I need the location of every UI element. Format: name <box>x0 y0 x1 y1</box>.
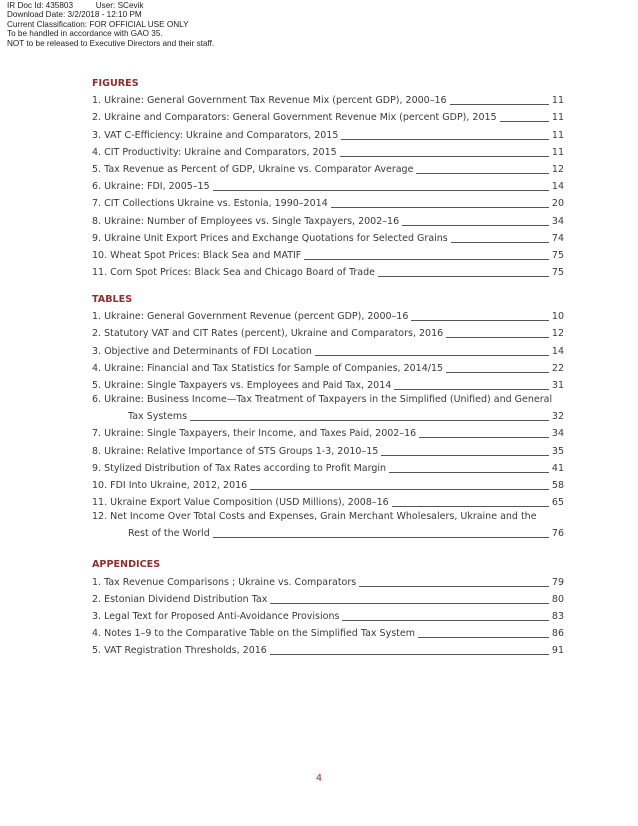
toc-entry-title: 9. Stylized Distribution of Tax Rates according to Profit Margin <box>92 462 387 474</box>
toc-entry-title: 2. Estonian Dividend Distribution Tax <box>92 593 268 605</box>
toc-entry-title: 5. Tax Revenue as Percent of GDP, Ukraine vs. Comparator Average <box>92 163 414 175</box>
toc-entry-title: 2. Ukraine and Comparators: General Government Revenue Mix (percent GDP), 2015 <box>92 112 497 124</box>
leader-line <box>213 537 549 538</box>
toc-entry-title: 4. CIT Productivity: Ukraine and Comparators, 2015 <box>92 146 337 158</box>
header-release-line: NOT to be released to Executive Directors and their staff. <box>7 38 215 48</box>
tables-heading: TABLES <box>92 294 133 306</box>
leader-line <box>416 173 548 174</box>
figures-list <box>92 91 564 280</box>
toc-entry-page: 79 <box>551 576 564 588</box>
leader-line <box>418 637 549 638</box>
toc-entry-page: 58 <box>551 479 564 491</box>
toc-entry-title: 1. Tax Revenue Comparisons ; Ukraine vs. Comparators <box>92 576 357 588</box>
toc-entry <box>92 229 564 246</box>
toc-entry-continuation <box>92 524 564 541</box>
toc-entry-page: 11 <box>551 129 564 141</box>
leader-line <box>340 156 549 157</box>
toc-entry-title: 10. FDI Into Ukraine, 2012, 2016 <box>92 479 248 491</box>
toc-entry-page: 22 <box>551 362 564 374</box>
toc-entry <box>92 177 564 194</box>
toc-entry-page: 74 <box>551 232 564 244</box>
toc-entry <box>92 160 564 177</box>
leader-line <box>450 104 549 105</box>
header-doc-id-line: IR Doc Id: 435803 User: SCevik <box>7 1 144 10</box>
leader-line <box>381 455 549 456</box>
toc-entry <box>92 572 564 589</box>
leader-line <box>389 472 549 473</box>
toc-entry-title: 2. Statutory VAT and CIT Rates (percent), Ukraine and Comparators, 2016 <box>92 328 444 340</box>
toc-entry-page: 11 <box>551 95 564 107</box>
toc-entry-page: 31 <box>551 380 564 391</box>
toc-entry-title-cont: Tax Systems <box>128 411 188 423</box>
toc-entry-title: 12. Net Income Over Total Costs and Expenses, Grain Merchant Wholesalers, Ukraine and the <box>92 511 537 523</box>
toc-entry <box>92 143 564 160</box>
leader-line <box>304 259 549 260</box>
toc-entry <box>92 125 564 142</box>
toc-entry-page: 75 <box>551 267 564 279</box>
tables-list <box>92 307 564 541</box>
leader-line <box>402 225 549 226</box>
toc-entry-page: 20 <box>551 198 564 210</box>
toc-entry <box>92 194 564 211</box>
toc-entry <box>92 324 564 341</box>
toc-entry-title: 5. VAT Registration Thresholds, 2016 <box>92 645 267 657</box>
toc-entry-title: 6. Ukraine: FDI, 2005–15 <box>92 181 210 193</box>
header-handling-line: To be handled in accordance with GAO 35. <box>7 29 163 39</box>
leader-line <box>446 372 549 373</box>
header-download-date-line: Download Date: 3/2/2018 - 12:10 PM <box>7 10 142 20</box>
page-number: 4 <box>315 773 323 784</box>
toc-entry-title: 5. Ukraine: Single Taxpayers vs. Employees and Paid Tax, 2014 <box>92 380 392 391</box>
toc-entry <box>92 211 564 228</box>
toc-entry-title-cont: Rest of the World <box>128 528 210 540</box>
toc-entry-title: 1. Ukraine: General Government Tax Revenue Mix (percent GDP), 2000–16 <box>92 95 447 107</box>
toc-entry-title: 1. Ukraine: General Government Revenue (percent GDP), 2000–16 <box>92 311 409 323</box>
toc-entry-continuation <box>92 407 564 424</box>
leader-line <box>250 489 549 490</box>
toc-entry-page: 75 <box>551 249 564 261</box>
toc-entry <box>92 476 564 493</box>
toc-entry-page: 86 <box>551 628 564 640</box>
appendices-list <box>92 572 564 658</box>
leader-line <box>342 620 548 621</box>
leader-line <box>190 420 549 421</box>
toc-entry-title: 7. CIT Collections Ukraine vs. Estonia, 1990–2014 <box>92 198 328 210</box>
toc-entry <box>92 263 564 280</box>
toc-entry-page: 14 <box>551 181 564 193</box>
toc-entry-title: 4. Ukraine: Financial and Tax Statistics for Sample of Companies, 2014/15 <box>92 362 444 374</box>
leader-line <box>331 207 549 208</box>
toc-entry-page: 14 <box>551 345 564 357</box>
leader-line <box>378 276 549 277</box>
toc-entry <box>92 424 564 441</box>
toc-entry-title: 8. Ukraine: Number of Employees vs. Single Taxpayers, 2002–16 <box>92 215 400 227</box>
appendices-heading: APPENDICES <box>92 559 161 571</box>
toc-entry-title: 11. Ukraine Export Value Composition (USD Millions), 2008–16 <box>92 497 389 509</box>
toc-entry-title: 10. Wheat Spot Prices: Black Sea and MATIF <box>92 249 302 261</box>
toc-entry-page: 41 <box>551 462 564 474</box>
leader-line <box>392 506 549 507</box>
classification-header <box>7 1 214 48</box>
leader-line <box>451 242 549 243</box>
toc-entry-page: 83 <box>551 610 564 622</box>
toc-entry <box>92 307 564 324</box>
toc-entry <box>92 341 564 358</box>
toc-entry-page: 34 <box>551 428 564 440</box>
toc-entry-page: 35 <box>551 445 564 457</box>
toc-entry-page: 12 <box>551 328 564 340</box>
leader-line <box>500 121 549 122</box>
toc-entry-page: 80 <box>551 593 564 605</box>
toc-entry <box>92 91 564 108</box>
toc-entry <box>92 590 564 607</box>
leader-line <box>213 190 549 191</box>
toc-entry <box>92 108 564 125</box>
figures-heading: FIGURES <box>92 78 139 89</box>
toc-entry-page: 76 <box>551 528 564 540</box>
leader-line <box>315 355 549 356</box>
toc-entry-title: 6. Ukraine: Business Income—Tax Treatment of Taxpayers in the Simplified (Unified) and General <box>92 394 553 405</box>
toc-entry-title: 7. Ukraine: Single Taxpayers, their Income, and Taxes Paid, 2002–16 <box>92 428 417 440</box>
toc-entry <box>92 246 564 263</box>
toc-entry <box>92 459 564 476</box>
leader-line <box>270 654 549 655</box>
toc-entry <box>92 376 564 393</box>
toc-entry-page: 91 <box>551 645 564 657</box>
toc-entry <box>92 607 564 624</box>
leader-line <box>419 437 549 438</box>
toc-entry-page: 11 <box>551 146 564 158</box>
toc-entry-page: 12 <box>551 163 564 175</box>
toc-entry-title: 11. Corn Spot Prices: Black Sea and Chicago Board of Trade <box>92 267 375 279</box>
toc-entry <box>92 641 564 658</box>
toc-entry <box>92 393 564 407</box>
toc-entry-title: 8. Ukraine: Relative Importance of STS Groups 1-3, 2010–15 <box>92 445 379 457</box>
leader-line <box>446 337 549 338</box>
toc-entry <box>92 510 564 524</box>
toc-entry-title: 3. Objective and Determinants of FDI Location <box>92 345 312 357</box>
toc-entry-page: 11 <box>551 112 564 124</box>
leader-line <box>341 139 549 140</box>
leader-line <box>359 586 549 587</box>
toc-entry-title: 3. Legal Text for Proposed Anti-Avoidance Provisions <box>92 610 340 622</box>
header-classification-line: Current Classification: FOR OFFICIAL USE ONLY <box>7 19 189 29</box>
toc-entry <box>92 359 564 376</box>
toc-entry-title: 3. VAT C-Efficiency: Ukraine and Comparators, 2015 <box>92 129 339 141</box>
toc-entry-title: 9. Ukraine Unit Export Prices and Exchange Quotations for Selected Grains <box>92 232 448 244</box>
toc-entry <box>92 493 564 510</box>
leader-line <box>270 603 549 604</box>
table-of-contents <box>92 76 564 658</box>
toc-entry-page: 65 <box>551 497 564 509</box>
toc-entry-page: 34 <box>551 215 564 227</box>
leader-line <box>411 320 549 321</box>
toc-entry <box>92 624 564 641</box>
leader-line <box>394 389 549 390</box>
toc-entry-page: 10 <box>551 311 564 323</box>
toc-entry <box>92 441 564 458</box>
toc-entry-title: 4. Notes 1–9 to the Comparative Table on the Simplified Tax System <box>92 628 415 640</box>
toc-entry-page: 32 <box>551 411 564 423</box>
